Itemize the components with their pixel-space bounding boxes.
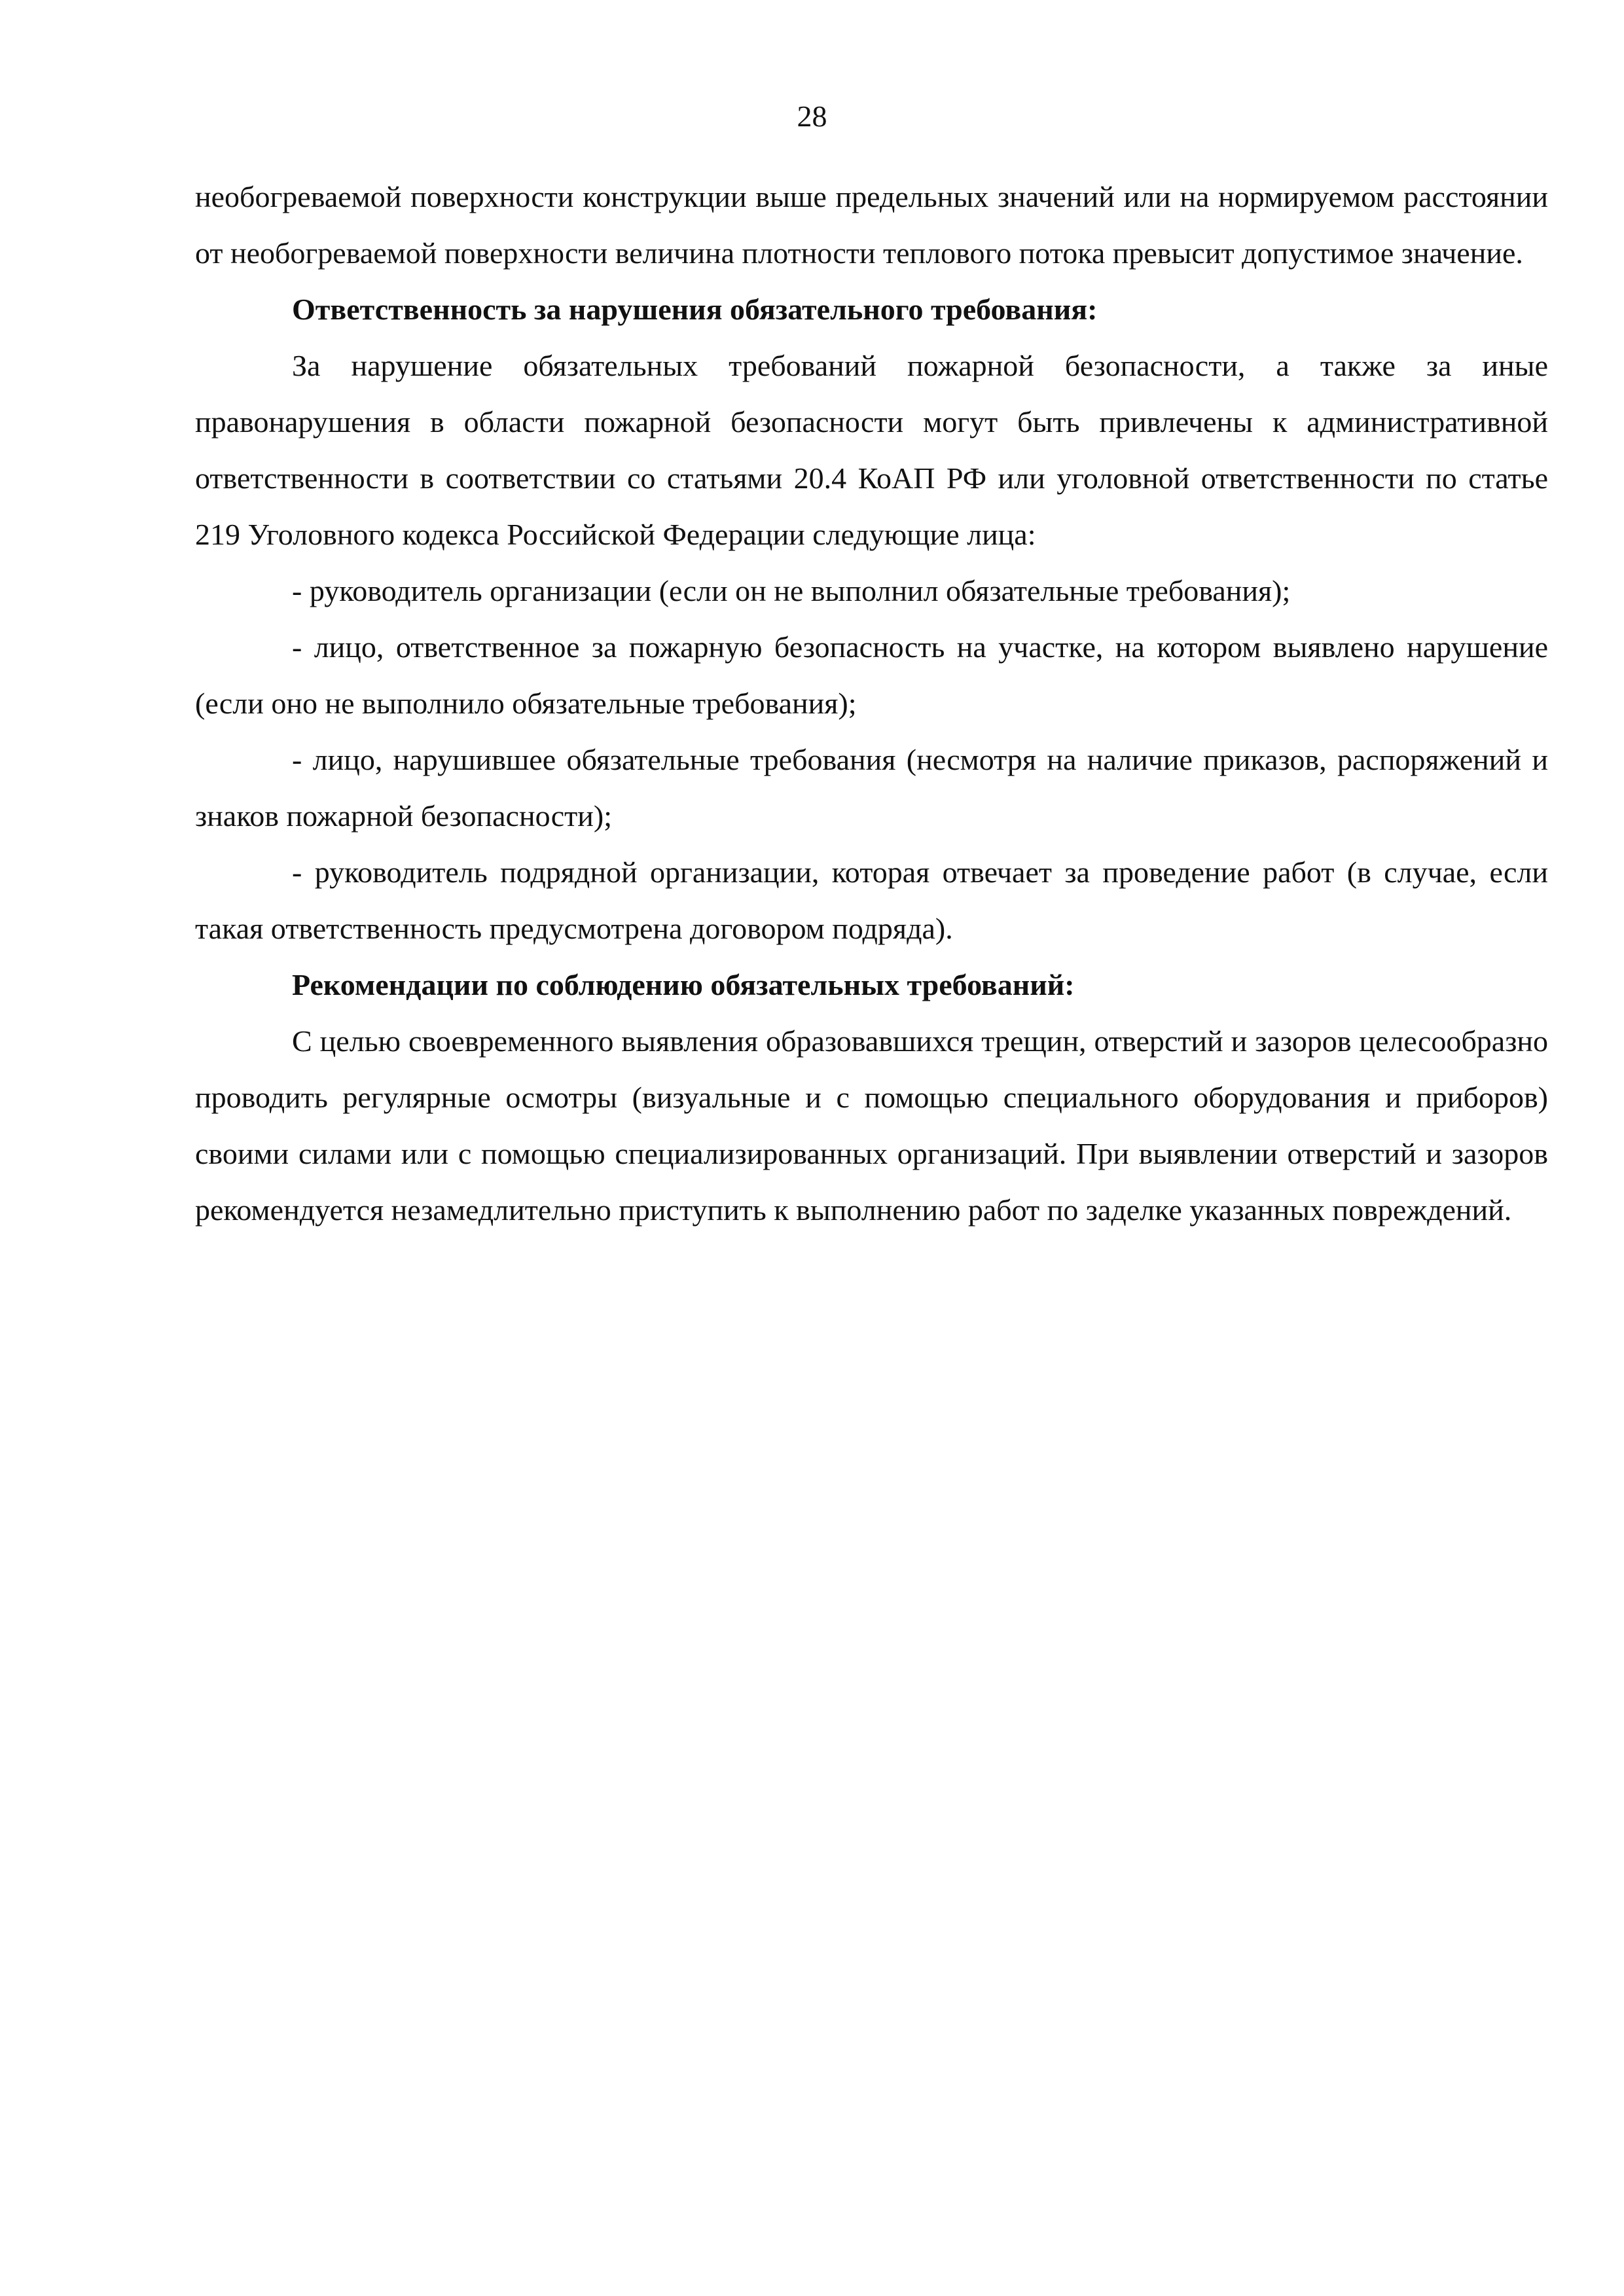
paragraph-continuation: необогреваемой поверхности конструкции выше предельных значений или на нормируемом расстоянии от необогреваемой поверхности величина плотности теплового потока превысит допустимое значение.	[195, 180, 1548, 270]
paragraph-responsibility: За нарушение обязательных требований пожарной безопасности, а также за иные правонарушения в области пожарной безопасности могут быть привлечены к административной ответственности в соответствии со статьями 20.4 КоАП РФ или уголовной ответственности по статье 219 Уголовного кодекса Российской Федерации следующие лица:	[195, 349, 1548, 551]
heading-responsibility: Ответственность за нарушения обязательного требования:	[292, 293, 1098, 326]
list-item: - лицо, ответственное за пожарную безопасность на участке, на котором выявлено нарушение (если оно не выполнило обязательные требования);	[195, 630, 1548, 720]
page-number: 28	[797, 99, 827, 133]
list-item: - руководитель подрядной организации, которая отвечает за проведение работ (в случае, если такая ответственность предусмотрена договором подряда).	[195, 855, 1548, 945]
heading-recommendations: Рекомендации по соблюдению обязательных требований:	[292, 968, 1075, 1001]
document-body	[195, 169, 1548, 1238]
paragraph-recommendations: С целью своевременного выявления образовавшихся трещин, отверстий и зазоров целесообразно проводить регулярные осмотры (визуальные и с помощью специального оборудования и приборов) своими силами или с помощью специализированных организаций. При выявлении отверстий и зазоров рекомендуется незамедлительно приступить к выполнению работ по заделке указанных повреждений.	[195, 1024, 1548, 1227]
list-item: - руководитель организации (если он не выполнил обязательные требования);	[292, 574, 1291, 607]
list-item: - лицо, нарушившее обязательные требования (несмотря на наличие приказов, распоряжений и знаков пожарной безопасности);	[195, 743, 1548, 833]
